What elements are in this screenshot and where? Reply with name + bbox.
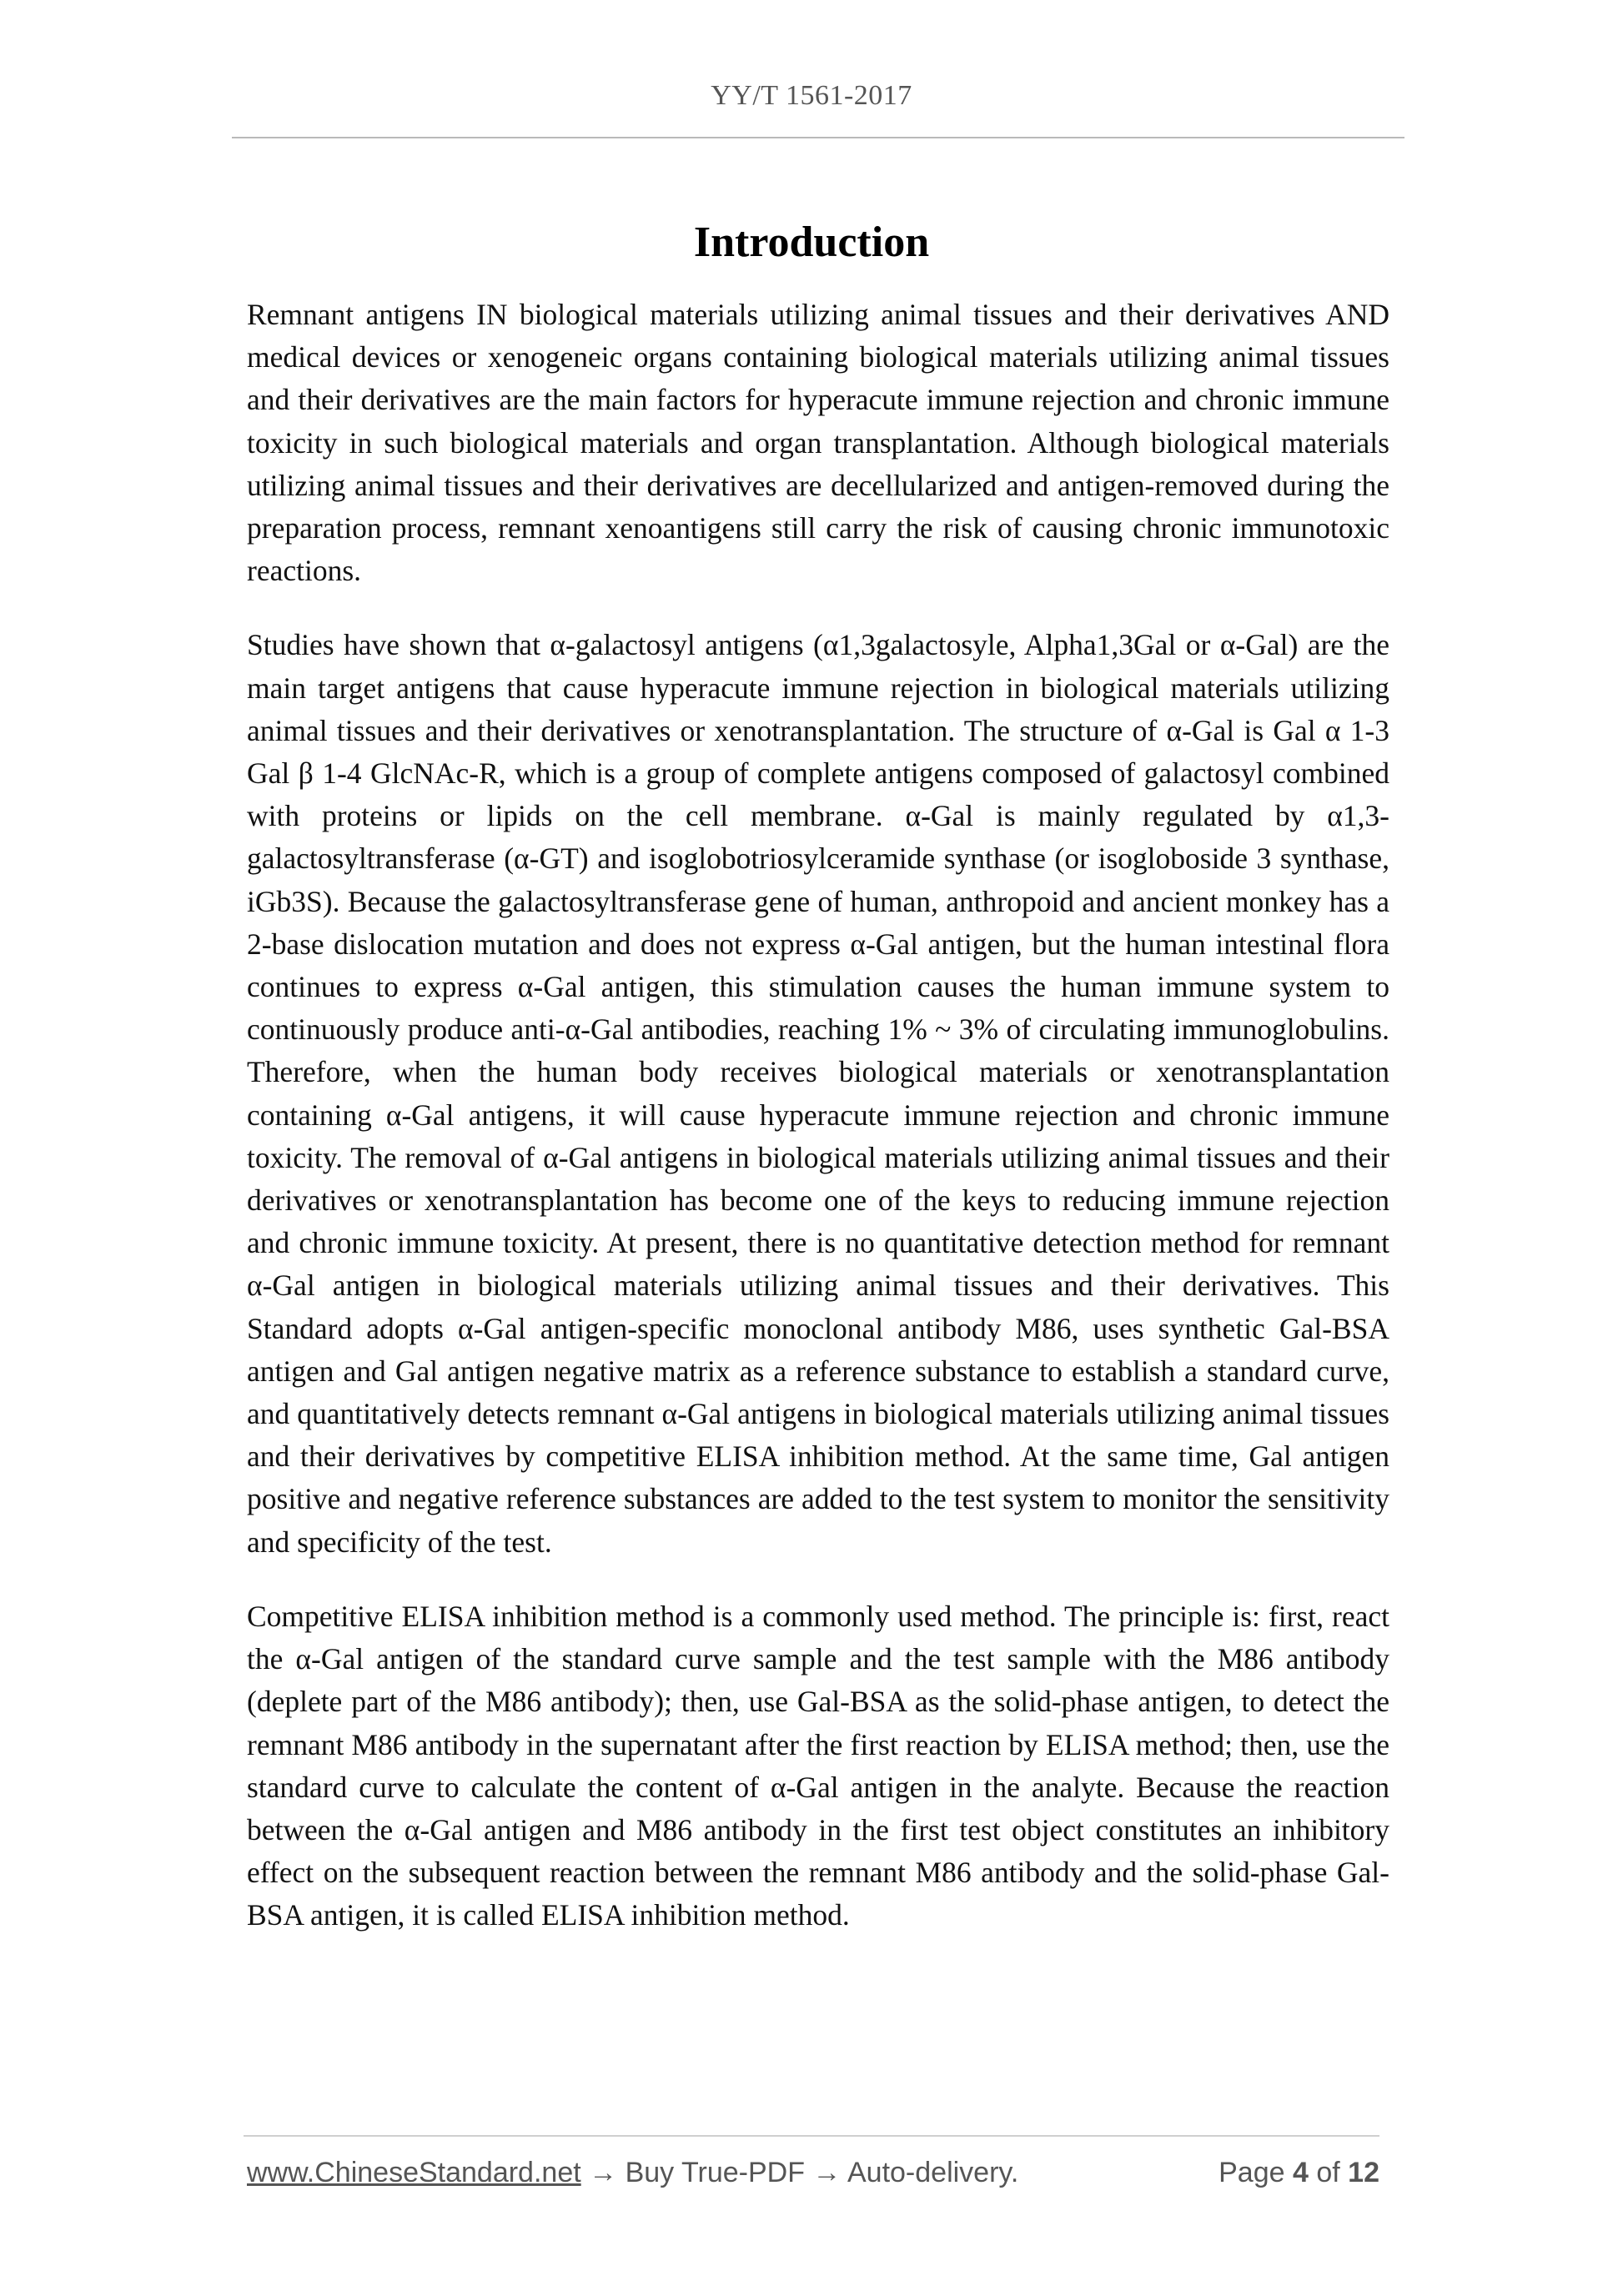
footer-divider (244, 2135, 1379, 2137)
current-page-number: 4 (1292, 2157, 1309, 2188)
header-divider (232, 137, 1404, 138)
paragraph-2: Studies have shown that α-galactosyl antigens (α1,3galactosyle, Alpha1,3Gal or α-Gal) are the main target antigens that cause hyperacute immune rejection in biological materials utilizing animal tissues and their derivatives or xenotransplantation. The structure of α-Gal is Gal α 1-3 Gal β 1-4 GlcNAc-R, which is a group of complete antigens composed of galactosyl combined with proteins or lipids on the cell membrane. α-Gal is mainly regulated by α1,3-galactosyltransferase (α-GT) and isoglobotriosylceramide synthase (or isogloboside 3 synthase, iGb3S). Because the galactosyltransferase gene of human, anthropoid and ancient monkey has a 2-base dislocation mutation and does not express α-Gal antigen, but the human intestinal flora continues to express α-Gal antigen, this stimulation causes the human immune system to continuously produce anti-α-Gal antibodies, reaching 1% ~ 3% of circulating immunoglobulins. Therefore, when the human body receives biological materials or xenotransplantation containing α-Gal antigens, it will cause hyperacute immune rejection and chronic immune toxicity. The removal of α-Gal antigens in biological materials utilizing animal tissues and their derivatives or xenotransplantation has become one of the keys to reducing immune rejection and chronic immune toxicity. At present, there is no quantitative detection method for remnant α-Gal antigen in biological materials utilizing animal tissues and their derivatives. This Standard adopts α-Gal antigen-specific monoclonal antibody M86, uses synthetic Gal-BSA antigen and Gal antigen negative matrix as a reference substance to establish a standard curve, and quantitatively detects remnant α-Gal antigens in biological materials utilizing animal tissues and their derivatives by competitive ELISA inhibition method. At the same time, Gal antigen positive and negative reference substances are added to the test system to monitor the sensitivity and specificity of the test. (247, 628, 1389, 1559)
paragraph-1: Remnant antigens IN biological materials utilizing animal tissues and their derivatives AND medical devices or xenogeneic organs containing biological materials utilizing animal tissues and their derivatives are the main factors for hyperacute immune rejection and chronic immune toxicity in such biological materials and organ transplantation. Although biological materials utilizing animal tissues and their derivatives are decellularized and antigen-removed during the preparation process, remnant xenoantigens still carry the risk of causing chronic immunotoxic reactions. (247, 298, 1389, 588)
of-word: of (1316, 2157, 1340, 2188)
page-word: Page (1219, 2157, 1285, 2188)
website-link[interactable]: www.ChineseStandard.net (247, 2157, 581, 2188)
paragraph-3: Competitive ELISA inhibition method is a commonly used method. The principle is: first, react the α-Gal antigen of the standard curve sample and the test sample with the M86 antibody (deplete part of the M86 antibody); then, use Gal-BSA as the solid-phase antigen, to detect the remnant M86 antibody in the supernatant after the first reaction by ELISA method; then, use the standard curve to calculate the content of α-Gal antigen in the analyte. Because the reaction between the α-Gal antigen and M86 antibody in the first test object constitutes an inhibitory effect on the subsequent reaction between the remnant M86 antibody and the solid-phase Gal-BSA antigen, it is called ELISA inhibition method. (247, 1599, 1389, 1932)
standard-code-header: YY/T 1561-2017 (711, 80, 912, 111)
page-title: Introduction (693, 218, 930, 266)
total-pages-number: 12 (1348, 2157, 1379, 2188)
footer-promo-text: → Buy True-PDF → Auto-delivery. (580, 2157, 1019, 2188)
page-indicator (1219, 2157, 1379, 2189)
page-footer (247, 2157, 1379, 2198)
document-body (247, 294, 1389, 1969)
footer-promo (247, 2157, 1018, 2189)
